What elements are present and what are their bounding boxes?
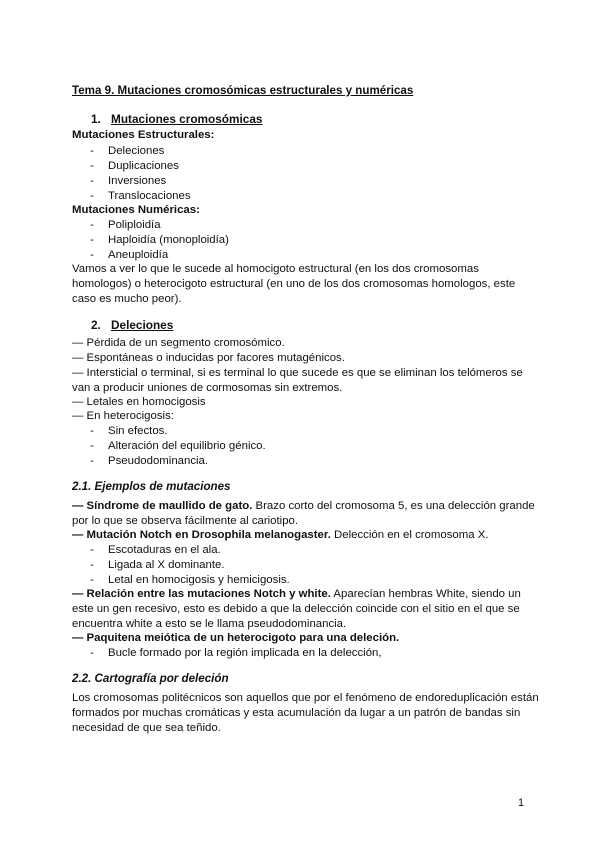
list-item: Ligada al X dominante. (108, 559, 225, 571)
bullet-dash: - (90, 145, 94, 157)
list-item: Duplicaciones (108, 160, 179, 172)
list-item: Pseudodominancia. (108, 455, 209, 467)
bullet-dash: - (90, 160, 94, 172)
example-title: — Mutación Notch en Drosophila melanogaster. (72, 529, 331, 541)
section-1-number: 1. (91, 112, 101, 126)
text-line: van a producir uniones de cormosomas sin extremos. (72, 382, 343, 394)
subsection-2-2-heading: 2.2. Cartografía por deleción (72, 672, 229, 685)
example-title: — Relación entre las mutaciones Notch y white. (72, 588, 331, 600)
list-item: Escotaduras en el ala. (108, 544, 221, 556)
text-line: — En heterocigosis: (72, 410, 174, 422)
text-line: encuentra white a esto se le llama pseudodominancia. (72, 618, 347, 630)
structural-label: Mutaciones Estructurales: (72, 129, 215, 141)
example-text: Delección en el cromosoma X. (330, 529, 489, 541)
section-2-title: Deleciones (111, 318, 174, 332)
text-line: — Intersticial o terminal, si es terminal lo que sucede es que se eliminan los telómeros se (72, 367, 523, 379)
bullet-dash: - (90, 559, 94, 571)
bullet-dash: - (90, 190, 94, 202)
paragraph-line: necesidad de que sea teñido. (72, 722, 221, 734)
bullet-dash: - (90, 219, 94, 231)
bullet-dash: - (90, 175, 94, 187)
list-item: Inversiones (108, 175, 167, 187)
list-item: Aneuploidía (108, 249, 169, 261)
example-title: — Síndrome de maullido de gato. (72, 500, 253, 512)
example-line (72, 499, 535, 513)
paragraph-line: caso es mucho peor). (72, 293, 182, 305)
bullet-dash: - (90, 544, 94, 556)
list-item: Sin efectos. (108, 425, 168, 437)
paragraph-line: homologos) o heterocigoto estructural (en uno de los dos cromosomas homologos, este (72, 278, 516, 290)
document-title: Tema 9. Mutaciones cromosómicas estructurales y numéricas (72, 84, 414, 97)
section-1-title: Mutaciones cromosómicas (111, 112, 263, 126)
list-item: Alteración del equilibrio génico. (108, 440, 266, 452)
list-item: Letal en homocigosis y hemicigosis. (108, 574, 290, 586)
list-item: Deleciones (108, 145, 165, 157)
page-number: 1 (518, 797, 525, 809)
list-item: Haploidía (monoploidía) (108, 234, 229, 246)
text-line: — Pérdida de un segmento cromosómico. (72, 337, 285, 349)
bullet-dash: - (90, 455, 94, 467)
section-1-heading (91, 112, 262, 126)
list-item: Poliploidía (108, 219, 161, 231)
bullet-dash: - (90, 647, 94, 659)
paragraph-line: formados por muchas cromáticas y esta acumulación da lugar a un patrón de bandas sin (72, 707, 521, 719)
section-2-number: 2. (91, 318, 101, 332)
example-line (72, 528, 489, 542)
bullet-dash: - (90, 574, 94, 586)
bullet-dash: - (90, 249, 94, 261)
paragraph-line: Vamos a ver lo que le sucede al homocigoto estructural (en los dos cromosomas (72, 263, 479, 275)
list-item: Bucle formado por la región implicada en la delección, (108, 647, 382, 659)
example-line (72, 587, 521, 601)
paragraph-line: Los cromosomas politécnicos son aquellos que por el fenómeno de endoreduplicación están (72, 692, 539, 704)
subsection-2-1-heading: 2.1. Ejemplos de mutaciones (72, 480, 231, 493)
text-line: este un gen recesivo, esto es debido a que la delección coincide con el sitio en el que se (72, 603, 520, 615)
list-item: Translocaciones (108, 190, 191, 202)
text-line: por lo que se observa fácilmente al cariotipo. (72, 515, 299, 527)
bullet-dash: - (90, 440, 94, 452)
bullet-dash: - (90, 234, 94, 246)
text-line: — Letales en homocigosis (72, 396, 206, 408)
bullet-dash: - (90, 425, 94, 437)
example-text: Brazo corto del cromosoma 5, es una delección grande (252, 500, 535, 512)
text-line: — Espontáneas o inducidas por facores mutagénicos. (72, 352, 345, 364)
section-2-heading (91, 318, 173, 332)
example-text: Aparecían hembras White, siendo un (330, 588, 521, 600)
numerical-label: Mutaciones Numéricas: (72, 204, 200, 216)
example-title: — Paquitena meiótica de un heterocigoto para una deleción. (72, 632, 400, 644)
